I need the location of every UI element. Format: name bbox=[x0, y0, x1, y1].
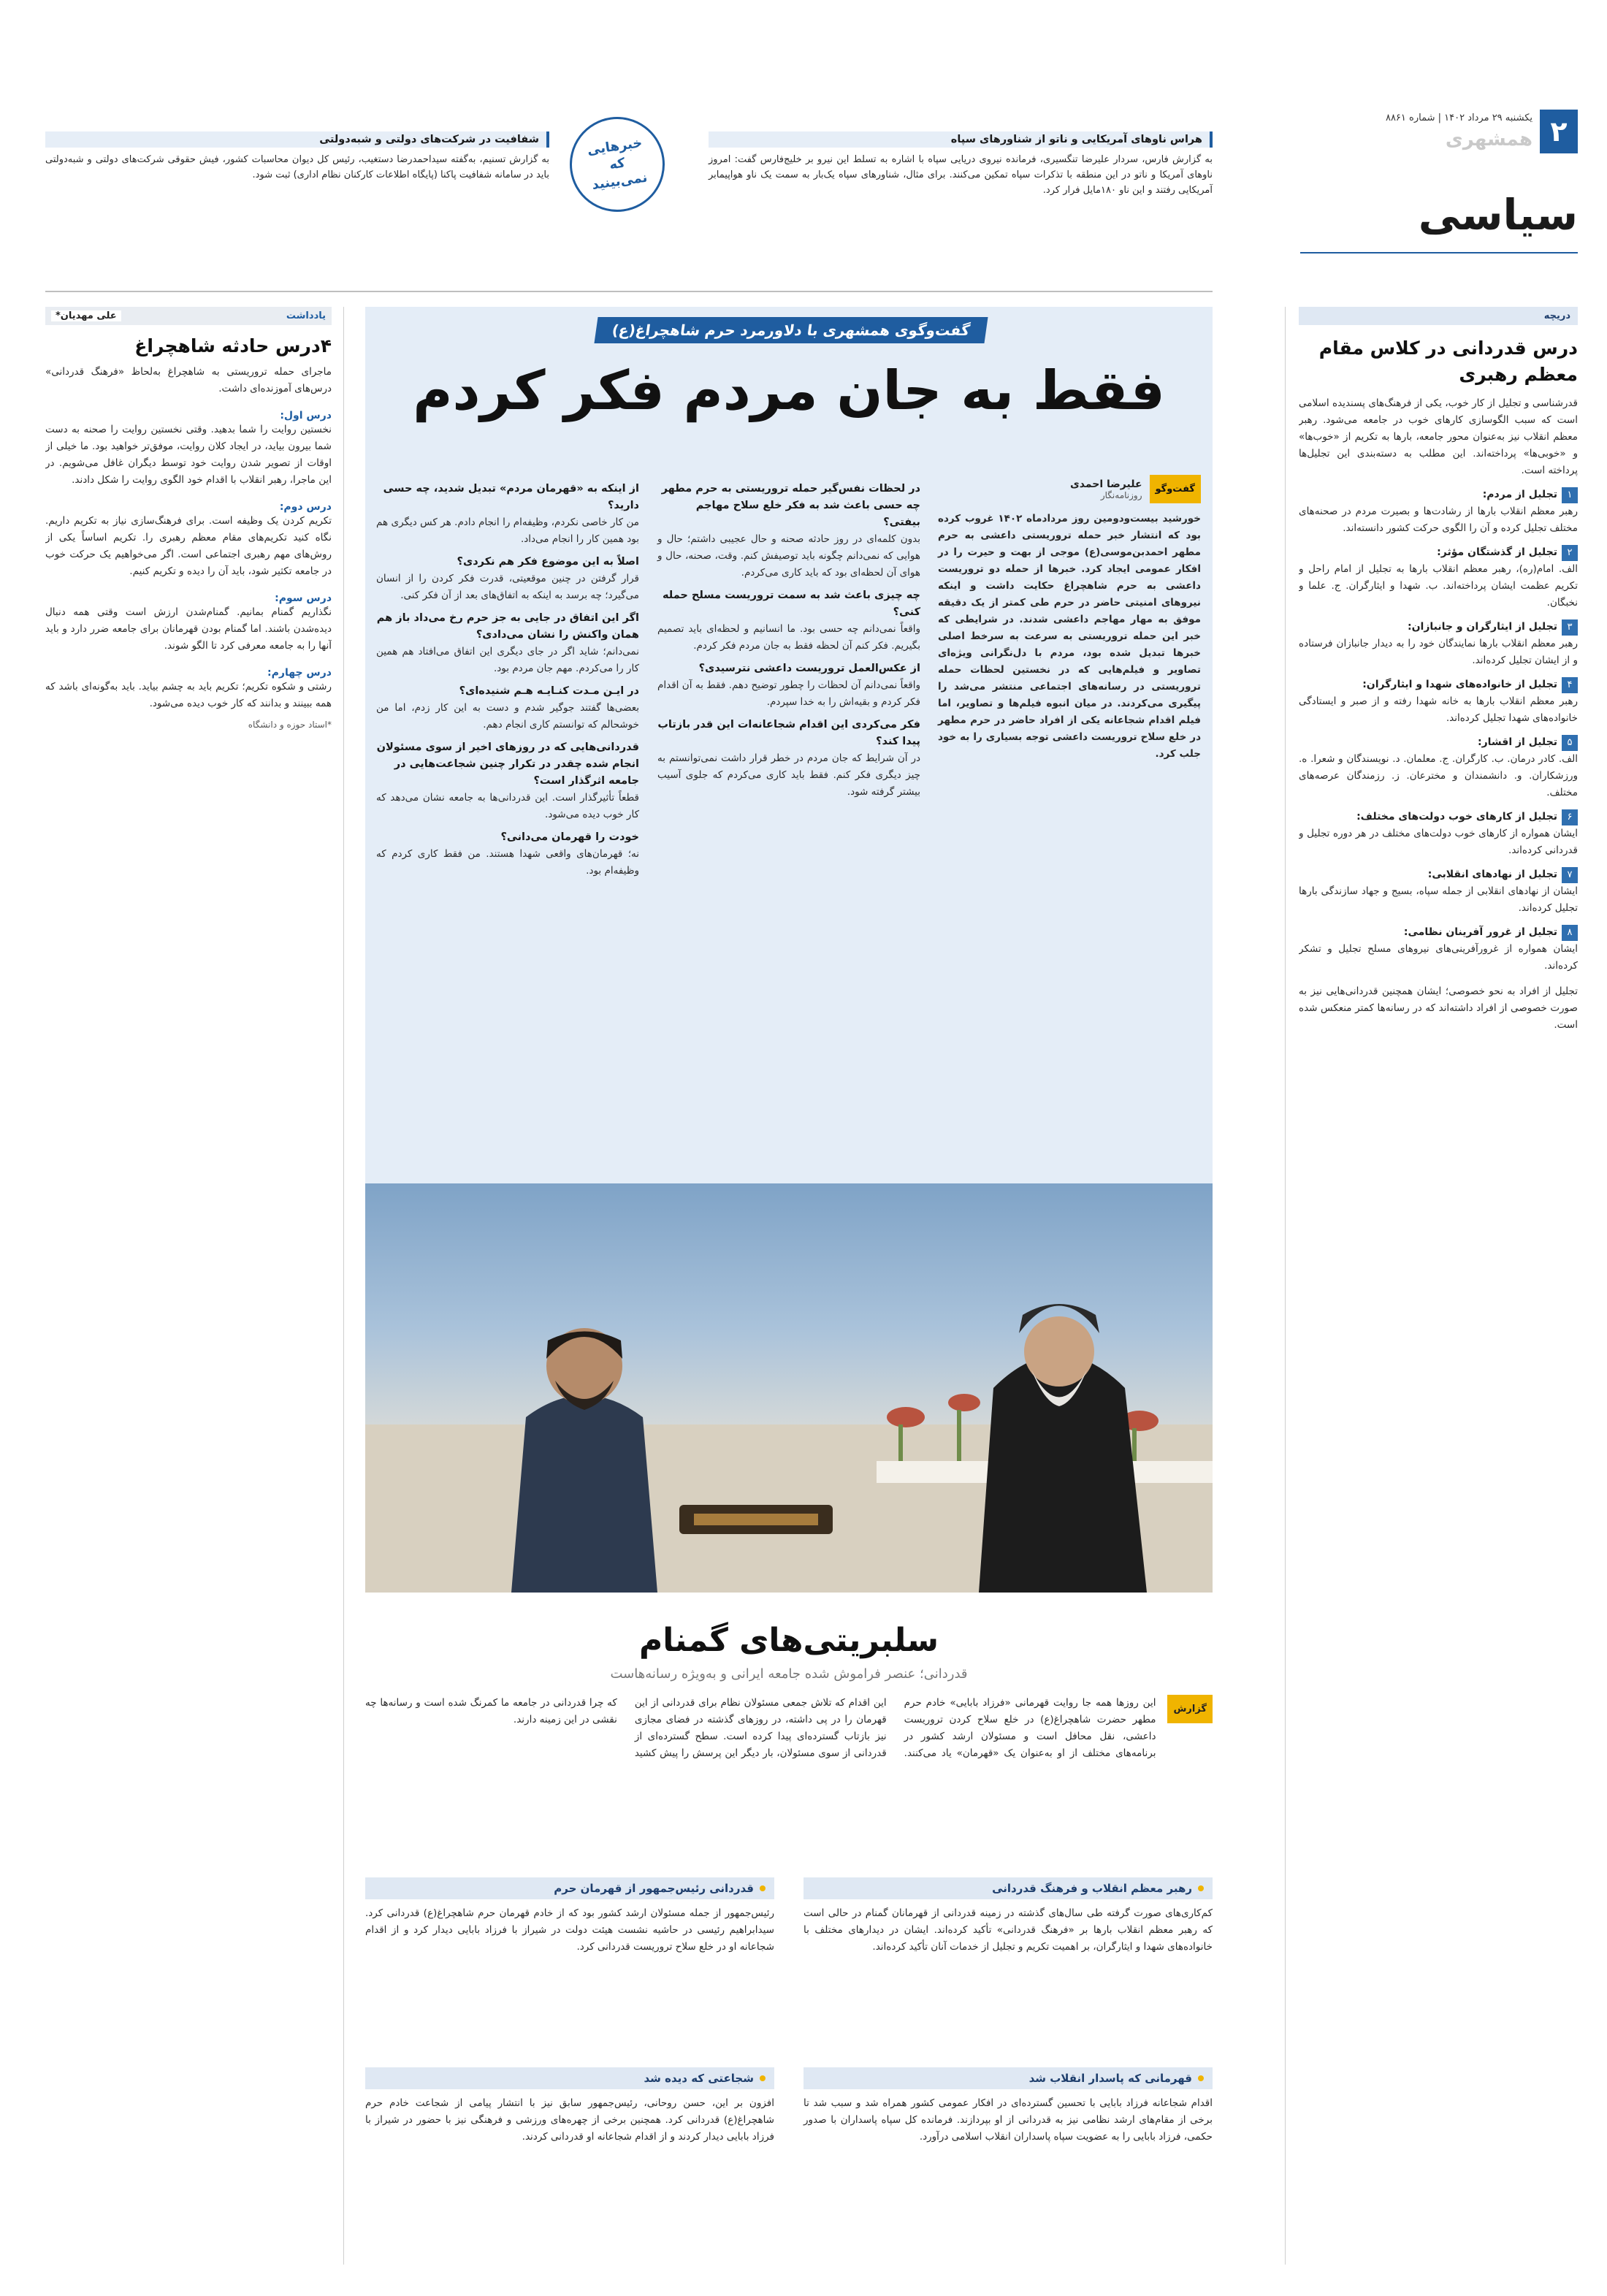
stamp-text: خبرهایی که نمی‌بینید bbox=[586, 135, 649, 193]
question: از عکس‌العمل تروریست داعشی نترسیدی؟ bbox=[698, 663, 920, 674]
author-role: روزنامه‌نگار bbox=[1100, 489, 1142, 500]
box-bottom bbox=[365, 2067, 774, 2257]
box-title bbox=[365, 1877, 774, 1899]
answer: واقعاً نمی‌دانم چه حسی بود. ما انسانیم و لحظه‌ای باید تصمیم بگیریم. فکر کنم آن لحظه فقط به جان مردم فکر کردم. bbox=[657, 623, 920, 652]
lesson-text: رشتی و شکوه تکریم؛ تکریم باید به چشم بیاید. باید به‌گونه‌ای باشد که همه ببینند و بدانند که کار خوب دیده می‌شود. bbox=[45, 681, 332, 709]
right-column-intro: قدرشناسی و تجلیل از کار خوب، یکی از فرهنگ‌های پسندیده اسلامی است که سبب الگوسازی کارهای خوب در جامعه می‌شود. رهبر معظم انقلاب نیز به‌عنوان محور جامعه، بارها به تکریم از «خوب‌ها» و «خوبی‌ها» پرداخته‌اند. این مطلب به دسته‌بندی این تجلیل‌ها پرداخته است. bbox=[1299, 397, 1578, 476]
right-column-tag: دریچه bbox=[1299, 307, 1578, 325]
feature-intro: خورشید بیست‌ودومین روز مردادماه ۱۴۰۲ غروب کرده بود که انتشار خبر حمله تروریستی داعشی به حرم مطهر احمدبن‌موسی(ع) موجی از بهت و حیرت را در افکار عمومی ایجاد کرد. خبرها از حمله دو تروریست داعشی به حرم شاهچراغ حکایت داشت و اینکه نیروهای امنیتی حاضر در حرم طی کمتر از یک دقیقه موفق به مهار مهاجم داعشی شدند. در شرایطی که خبر این حمله تروریستی به سرعت به سرخط اصلی خبرها تبدیل شده بود، مردم با دل‌نگرانی ویژه‌ای تصاویر و فیلم‌هایی که در نخستین لحظات حمله تروریستی در رسانه‌های اجتماعی منتشر می‌شد را پیگیری می‌کردند. در میان انبوه فیلم‌ها و تصاویر، اما فیلم اقدام شجاعانه یکی از افراد حاضر در حرم مطهر در خلع سلاح تروریست داعشی توجه بسیاری را به خود جلب کرد. bbox=[938, 513, 1201, 760]
lesson bbox=[45, 590, 332, 655]
answer: واقعاً نمی‌دانم آن لحظات را چطور توضیح دهم. فقط به آن اقدام فکر کردم و بقیه‌اش را به خدا سپردم. bbox=[657, 679, 920, 708]
answer: نمی‌دانم؛ شاید اگر در جای دیگری این اتفاق می‌افتاد هم همین کار را می‌کردم. مهم جان مردم بود. bbox=[376, 646, 639, 674]
top-box-right bbox=[709, 131, 1213, 212]
question: اصلاً به این موضوع فکر هم نکردی؟ bbox=[457, 556, 639, 568]
item-title: تجلیل از ایثارگران و جانبازان: bbox=[1408, 621, 1557, 633]
bullet-icon bbox=[1198, 2075, 1204, 2081]
question: چه چیزی باعث شد به سمت تروریست مسلح حمله کنی؟ bbox=[662, 590, 920, 618]
author-block bbox=[1070, 478, 1142, 500]
answer: نه؛ قهرمان‌های واقعی شهدا هستند. من فقط کاری کردم که وظیفه‌ام بود. bbox=[376, 848, 639, 877]
box-text: افزون بر این، حسن روحانی، رئیس‌جمهور سابق نیز با انتشار پیامی از شجاعت خادم حرم شاهچراغ(ع) قدردانی کرد. همچنین برخی از چهره‌های ورزشی و فرهنگی نیز با حضور در شیراز با فرزاد بابایی دیدار کردند و از اقدام شجاعانه او قدردانی کردند. bbox=[365, 2097, 774, 2143]
feature-photo bbox=[365, 1183, 1213, 1593]
box-title bbox=[365, 2067, 774, 2089]
top-box-right-text: به گزارش فارس، سردار علیرضا تنگسیری، فرمانده نیروی دریایی سپاه با اشاره به تسلط این نیرو بر خلیج‌فارس گفت: امروز ناوهای آمریکا و ناتو در این منطقه با تذکرات سپاه تمکین می‌کنند. برای مثال، شناورهای سپاه یک‌بار به سمت یک ناو هواپیمابر آمریکایی رفتند و این ناو ۱۸۰مایل فرار کرد. bbox=[709, 154, 1213, 196]
box-title-text: شجاعتی که دیده شد bbox=[644, 2072, 754, 2085]
item-text: ایشان همواره از کارهای خوب دولت‌های مختلف در هر دوره تجلیل و قدردانی کرده‌اند. bbox=[1299, 828, 1578, 856]
feature-kicker: گفت‌وگوی همشهری با دلاورمرد حرم شاهچراغ(ع) bbox=[595, 317, 988, 343]
qa-column bbox=[657, 475, 920, 801]
top-box-left bbox=[45, 131, 549, 212]
item-text: ایشان همواره از غرورآفرینی‌های نیروهای مسلح تجلیل و تشکر کرده‌اند. bbox=[1299, 943, 1578, 972]
top-box-right-title: هراس ناوهای آمریکایی و ناتو از شناورهای سپاه bbox=[709, 131, 1213, 148]
lesson-text: نگذاریم گمنام بمانیم. گمنام‌شدن ارزش است وقتی همه دنبال دیده‌شدن باشند. اما گمنام بودن قهرمانان برای جامعه ضرر دارد و باید آنها را به جامعه معرفی کرد تا الگو شوند. bbox=[45, 606, 332, 652]
question: در ایـن مـدت کنـایـه هـم شنیده‌ای؟ bbox=[459, 685, 639, 697]
question: فکر می‌کردی این اقدام شجاعانه‌ات این قدر بازتاب پیدا کند؟ bbox=[657, 719, 920, 747]
page-number: ۲ bbox=[1540, 110, 1578, 153]
item-number: ۳ bbox=[1562, 619, 1578, 636]
story2-headline: سلبریتی‌های گمنام bbox=[638, 1622, 939, 1659]
lesson-label: درس دوم: bbox=[279, 501, 332, 513]
answer: بدون کلمه‌ای در روز حادثه صحنه و حال عجیبی داشتم؛ حال و هوایی که نمی‌دانم چگونه باید توصیفش کنم. وقت، صحنه، حال و هوای آن لحظه‌ای بود که باید کاری می‌کردم. bbox=[657, 533, 920, 579]
item-title: تجلیل از غرور آفرینان نظامی: bbox=[1403, 926, 1557, 938]
list-item bbox=[1299, 866, 1578, 917]
left-column-lead: ماجرای حمله تروریستی به شاهچراغ به‌لحاظ «فرهنگ قدردانی» درس‌های آموزنده‌ای داشت. bbox=[45, 366, 332, 394]
left-column-tag: یادداشت bbox=[286, 310, 326, 321]
story2-deck: قدردانی؛ عنصر فراموش شده جامعه ایرانی و به‌ویژه رسانه‌هاست bbox=[610, 1666, 968, 1682]
feature-intro-column bbox=[938, 475, 1201, 763]
lesson bbox=[45, 408, 332, 489]
list-item bbox=[1299, 544, 1578, 611]
lesson bbox=[45, 499, 332, 580]
question: قدردانی‌هایی که در روزهای اخیر از سوی مسئولان انجام شده چقدر در تکرار چنین شجاعت‌هایی در جامعه اثرگذار است؟ bbox=[376, 741, 639, 787]
item-number: ۶ bbox=[1562, 809, 1578, 825]
box-bottom bbox=[804, 1877, 1213, 2045]
item-text: رهبر معظم انقلاب بارها به خانه شهدا رفته و از صبر و ایستادگی خانواده‌های شهدا تجلیل کرده‌اند. bbox=[1299, 695, 1578, 724]
box-text: اقدام شجاعانه فرزاد بابایی با تحسین گسترده‌ای در افکار عمومی کشور همراه شد و سبب شد تا برخی از مقام‌های ارشد نظامی نیز به قدردانی از او بپردازند. فرمانده کل سپاه پاسداران با صدور حکمی، فرزاد بابایی را به عضویت سپاه پاسداران انقلاب اسلامی درآورد. bbox=[804, 2097, 1213, 2143]
item-title: تجلیل از خانواده‌های شهدا و ایثارگران: bbox=[1362, 679, 1557, 690]
story2-label: گزارش bbox=[1167, 1695, 1213, 1723]
lesson-label: درس سوم: bbox=[275, 592, 332, 604]
top-box-left-text: به گزارش تسنیم، به‌گفته سیداحمدرضا دستغیب، رئیس کل دیوان محاسبات کشور، فیش حقوقی شرکت‌های دولتی و شبه‌دولتی باید در سامانه شفافیت پاکنا (پایگاه اطلاعات کارکنان نظام اداری) ثبت شود. bbox=[45, 154, 549, 180]
author-name: علیرضا احمدی bbox=[1069, 478, 1142, 490]
lesson-label: درس اول: bbox=[280, 410, 332, 422]
author-name: علی مهدیان* bbox=[51, 310, 121, 321]
answer: من کار خاصی نکردم، وظیفه‌ام را انجام دادم. هر کس دیگری هم بود همین کار را انجام می‌داد. bbox=[376, 516, 639, 545]
feature-headline: فقط به جان مردم فکر کردم bbox=[413, 359, 1165, 422]
photo-illustration bbox=[365, 1183, 1213, 1593]
bullet-icon bbox=[760, 2075, 766, 2081]
list-item bbox=[1299, 619, 1578, 669]
left-column bbox=[45, 307, 332, 2265]
masthead bbox=[1385, 110, 1578, 256]
top-strip-rule bbox=[45, 291, 1213, 292]
bullet-icon bbox=[760, 1885, 766, 1891]
question: خودت را قهرمان می‌دانی؟ bbox=[500, 831, 639, 843]
right-column-footer: تجلیل از افراد به نحو خصوصی؛ ایشان همچنین قدردانی‌هایی نیز به صورت خصوصی از افراد داشته‌اند که در رسانه‌ها کمتر منعکس شده است. bbox=[1299, 985, 1578, 1031]
lesson bbox=[45, 665, 332, 712]
box-title bbox=[804, 2067, 1213, 2089]
footnote: *استاد حوزه و دانشگاه bbox=[248, 720, 332, 730]
item-number: ۸ bbox=[1562, 925, 1578, 941]
story2 bbox=[365, 1622, 1213, 1863]
byline-label: گفت‌وگو bbox=[1150, 475, 1201, 503]
story2-text: این روزها همه جا روایت قهرمانی «فرزاد بابایی» خادم حرم مطهر حضرت شاهچراغ(ع) در خلع سلاح کردن تروریست داعشی، نقل محافل است و مسئولان ارشد کشور در برنامه‌های مختلف از او به‌عنوان یک «قهرمان» یاد می‌کنند. این اقدام که تلاش جمعی مسئولان نظام برای قدردانی از این قهرمان را در پی داشته، در روزهای گذشته در فضای مجازی نیز بازتاب گسترده‌ای پیدا کرده است. سطح گسترده‌ای از قدردانی از سوی مسئولان، بار دیگر این پرسش را پیش کشید که چرا قدردانی در جامعه ما کمرنگ شده است و رسانه‌ها چه نقشی در این زمینه دارند. bbox=[365, 1697, 1156, 1759]
feature bbox=[365, 307, 1213, 1593]
box-title bbox=[804, 1877, 1213, 1899]
item-title: تجلیل از گذشتگان مؤثر: bbox=[1437, 546, 1557, 558]
item-text: الف. امام(ره)، رهبر معظم انقلاب بارها به تجلیل از امام راحل و تکریم عظمت ایشان پرداخته‌اند. ب. شهدا و ایثارگران. ج. علما و نخبگان. bbox=[1299, 563, 1578, 609]
column-divider bbox=[1285, 307, 1286, 2265]
item-text: ایشان از نهادهای انقلابی از جمله سپاه، بسیج و جهاد سازندگی بارها تجلیل کرده‌اند. bbox=[1299, 885, 1578, 914]
qa-column bbox=[376, 475, 639, 880]
right-column-items bbox=[1299, 487, 1578, 975]
item-title: تجلیل از اقشار: bbox=[1477, 736, 1557, 748]
list-item bbox=[1299, 924, 1578, 975]
box-text: کم‌کاری‌های صورت گرفته طی سال‌های گذشته در زمینه قدردانی از قهرمانان گمنام در حالی است که رهبر معظم انقلاب بارها بر «فرهنگ قدردانی» تأکید کرده‌اند. ایشان در دیدارهای مختلف با خانواده‌های شهدا و ایثارگران، بر اهمیت تکریم و تجلیل از خدمات آنان تأکید کرده‌اند. bbox=[804, 1907, 1213, 1953]
question: اگر این اتفاق در جایی به جز حرم رخ می‌داد باز هم همان واکنش را نشان می‌دادی؟ bbox=[376, 612, 639, 641]
lesson-text: تکریم کردن یک وظیفه است. برای فرهنگ‌سازی نیاز به تکریم داریم. نگاه کنید تکریم‌های مقام معظم رهبری را. تکریم اساساً یکی از روش‌های مهم رهبری اجتماعی است. اگر می‌خواهیم یک حرکت خوب در جامعه تکثیر شود، باید آن را دیده و تکریم کنیم. bbox=[45, 515, 332, 577]
bullet-icon bbox=[1198, 1885, 1204, 1891]
right-column bbox=[1299, 307, 1578, 2265]
left-column-header bbox=[45, 307, 332, 325]
box-bottom bbox=[804, 2067, 1213, 2257]
date-line: یکشنبه ۲۹ مرداد ۱۴۰۲ | شماره ۸۸۶۱ bbox=[1385, 112, 1532, 123]
item-title: تجلیل از مردم: bbox=[1482, 489, 1557, 500]
box-title-text: رهبر معظم انقلاب و فرهنگ قدردانی bbox=[992, 1882, 1192, 1895]
question: در لحظات نفس‌گیر حمله تروریستی به حرم مطهر چه حسی باعث شد به فکر خلع سلاح مهاجم بیفتی؟ bbox=[661, 483, 920, 528]
answer: قرار گرفتن در چنین موقعیتی، قدرت فکر کردن را از انسان می‌گیرد؛ چه برسد به اینکه به اتفاق‌های بعد از آن فکر کنی. bbox=[376, 573, 639, 601]
box-title-text: قدردانی رئیس‌جمهور از قهرمان حرم bbox=[554, 1882, 754, 1895]
left-column-headline: ۴درس حادثه شاهچراغ bbox=[134, 335, 332, 356]
item-number: ۴ bbox=[1562, 677, 1578, 693]
lesson-text: نخستین روایت را شما بدهید. وقتی نخستین روایت را صحنه به دست شما بیرون بیاید، در ایجاد کلان روایت، موفق‌تر خواهید بود. ما خیلی از اوقات از تصویر شدن روایت خود توسط دیگران غافل می‌شویم. در این ماجرا، رهبر انقلاب با اقدام خود الگوی روایت را شکل دادند. bbox=[45, 424, 332, 486]
stamp bbox=[564, 111, 671, 218]
lesson-label: درس چهارم: bbox=[267, 667, 332, 679]
item-title: تجلیل از نهادهای انقلابی: bbox=[1427, 869, 1557, 880]
column-divider bbox=[343, 307, 344, 2265]
section-title: سیاسی bbox=[1418, 190, 1578, 240]
list-item bbox=[1299, 734, 1578, 801]
list-item bbox=[1299, 487, 1578, 537]
box-title-text: قهرمانی که پاسدار انقلاب شد bbox=[1028, 2072, 1192, 2085]
story2-body bbox=[365, 1695, 1213, 1762]
item-text: رهبر معظم انقلاب بارها نمایندگان خود را به دیدار جانبازان فرستاده و از ایشان تجلیل کرده‌اند. bbox=[1299, 638, 1578, 666]
item-number: ۷ bbox=[1562, 867, 1578, 883]
box-bottom bbox=[365, 1877, 774, 2045]
brand-logo: همشهری bbox=[1445, 129, 1532, 150]
item-text: رهبر معظم انقلاب بارها از رشادت‌ها و بصیرت مردم در صحنه‌های مختلف تجلیل کرده و آن را الگوی حرکت کشور دانسته‌اند. bbox=[1299, 506, 1578, 534]
right-column-headline: درس قدردانی در کلاس مقام معظم رهبری bbox=[1318, 337, 1578, 385]
list-item bbox=[1299, 809, 1578, 859]
top-box-left-title: شفافیت در شرکت‌های دولتی و شبه‌دولتی bbox=[45, 131, 549, 148]
question: از اینکه به «قهرمان مردم» تبدیل شدید، چه حسی دارید؟ bbox=[383, 483, 639, 511]
answer: در آن شرایط که جان مردم در خطر قرار داشت نمی‌توانستم به چیز دیگری فکر کنم. فقط باید کاری می‌کردم که جلوی آسیب بیشتر گرفته شود. bbox=[657, 752, 920, 798]
item-number: ۲ bbox=[1562, 545, 1578, 561]
answer: بعضی‌ها گفتند جوگیر شدم و دست به این کار زدم، اما من خوشحالم که توانستم کاری انجام دهم. bbox=[376, 702, 639, 731]
masthead-divider bbox=[1300, 252, 1578, 253]
box-text: رئیس‌جمهور از جمله مسئولان ارشد کشور بود که از خادم قهرمان حرم شاهچراغ(ع) قدردانی کرد. سیدابراهیم رئیسی در حاشیه نشست هیئت دولت در شیراز با فرزاد بابایی دیدار کرد و از اقدام شجاعانه او در خلع سلاح تروریست قدردانی کرد. bbox=[365, 1907, 774, 1953]
item-number: ۱ bbox=[1562, 487, 1578, 503]
item-title: تجلیل از کارهای خوب دولت‌های مختلف: bbox=[1356, 811, 1557, 823]
answer: قطعاً تأثیرگذار است. این قدردانی‌ها به جامعه نشان می‌دهد که کار خوب دیده می‌شود. bbox=[376, 792, 639, 820]
byline bbox=[938, 475, 1201, 503]
item-number: ۵ bbox=[1562, 735, 1578, 751]
item-text: الف. کادر درمان. ب. کارگران. ج. معلمان. د. نویسندگان و شعرا. ه. ورزشکاران. و. دانشمندان و مخترعان. ز. رزمندگان عرصه‌های مختلف. bbox=[1299, 753, 1578, 798]
list-item bbox=[1299, 676, 1578, 727]
